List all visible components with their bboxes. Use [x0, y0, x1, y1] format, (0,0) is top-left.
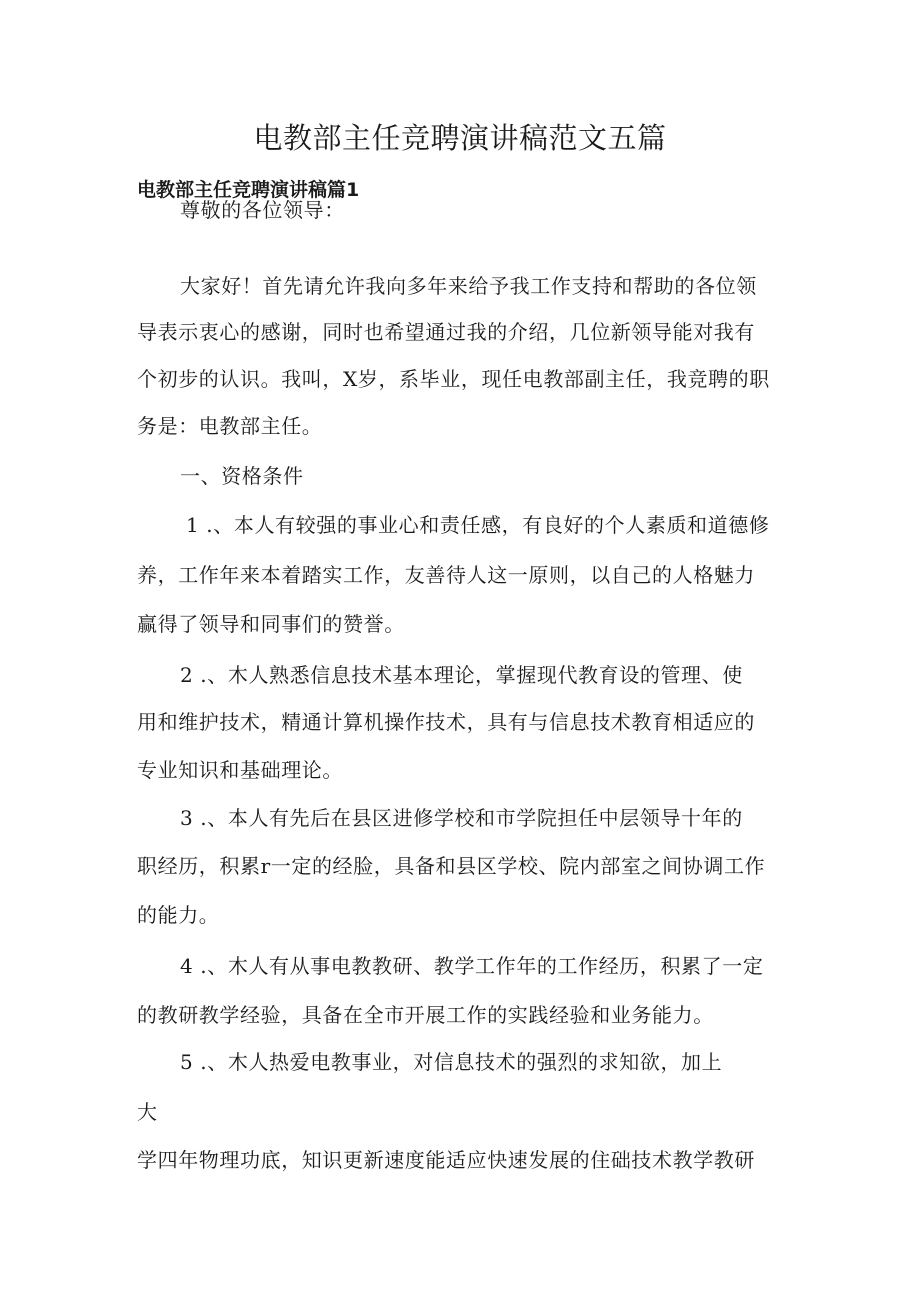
subsection-heading: 一、资格条件 [180, 464, 304, 488]
paragraph-line: 专业知识和基础理论。 [137, 758, 343, 782]
paragraph-line: 赢得了领导和同事们的赞誉。 [137, 612, 405, 636]
paragraph-line: 务是：电教部主任。 [137, 414, 323, 438]
paragraph-line: 导表示衷心的感谢，同时也希望通过我的介绍，几位新领导能对我有 [137, 320, 755, 344]
paragraph-line: 大 [137, 1100, 158, 1124]
paragraph-line: 用和维护技术，精通计算机操作技术，具有与信息技术教育相适应的 [137, 710, 755, 734]
paragraph-line: 学四年物理功底，知识更新速度能适应快速发展的住础技术教学教研 [137, 1148, 755, 1172]
paragraph-line: 的教研教学经验，具备在全市开展工作的实践经验和业务能力。 [137, 1003, 714, 1027]
document-title: 电教部主任竞聘演讲稿范文五篇 [253, 121, 667, 155]
paragraph-line: 的能力。 [137, 903, 220, 927]
paragraph-line: 大家好！首先请允许我向多年来给予我工作支持和帮助的各位领 [180, 274, 757, 298]
paragraph-line: 5 .、木人热爱电教事业，对信息技术的强烈的求知欲，加上 [180, 1050, 723, 1074]
paragraph-line: 4 .、木人有从事电教教研、教学工作年的工作经历，积累了一定 [180, 954, 764, 978]
section-heading: 电教部主任竞聘演讲稿篇1 [137, 179, 360, 201]
salutation-line: 尊敬的各位领导： [180, 198, 345, 222]
paragraph-line: 1 .、本人有较强的事业心和责任感，有良好的个人素质和道德修 [186, 513, 770, 537]
paragraph-line: 职经历，积累r一定的经脸，具备和县区学校、院内部室之间协调工作 [137, 854, 766, 878]
paragraph-line: 2 .、木人熟悉信息技术基本理论，掌握现代教育设的管理、使 [180, 663, 743, 687]
paragraph-line: 3 .、本人有先后在县区进修学校和市学院担任中层领导十年的 [180, 806, 743, 830]
paragraph-line: 养，工作年来本着踏实工作，友善待人这一原则，以自己的人格魅力 [137, 563, 755, 587]
paragraph-line: 个初步的认识。我叫，X岁，系毕业，现任电教部副主任，我竞聘的职 [137, 367, 770, 391]
